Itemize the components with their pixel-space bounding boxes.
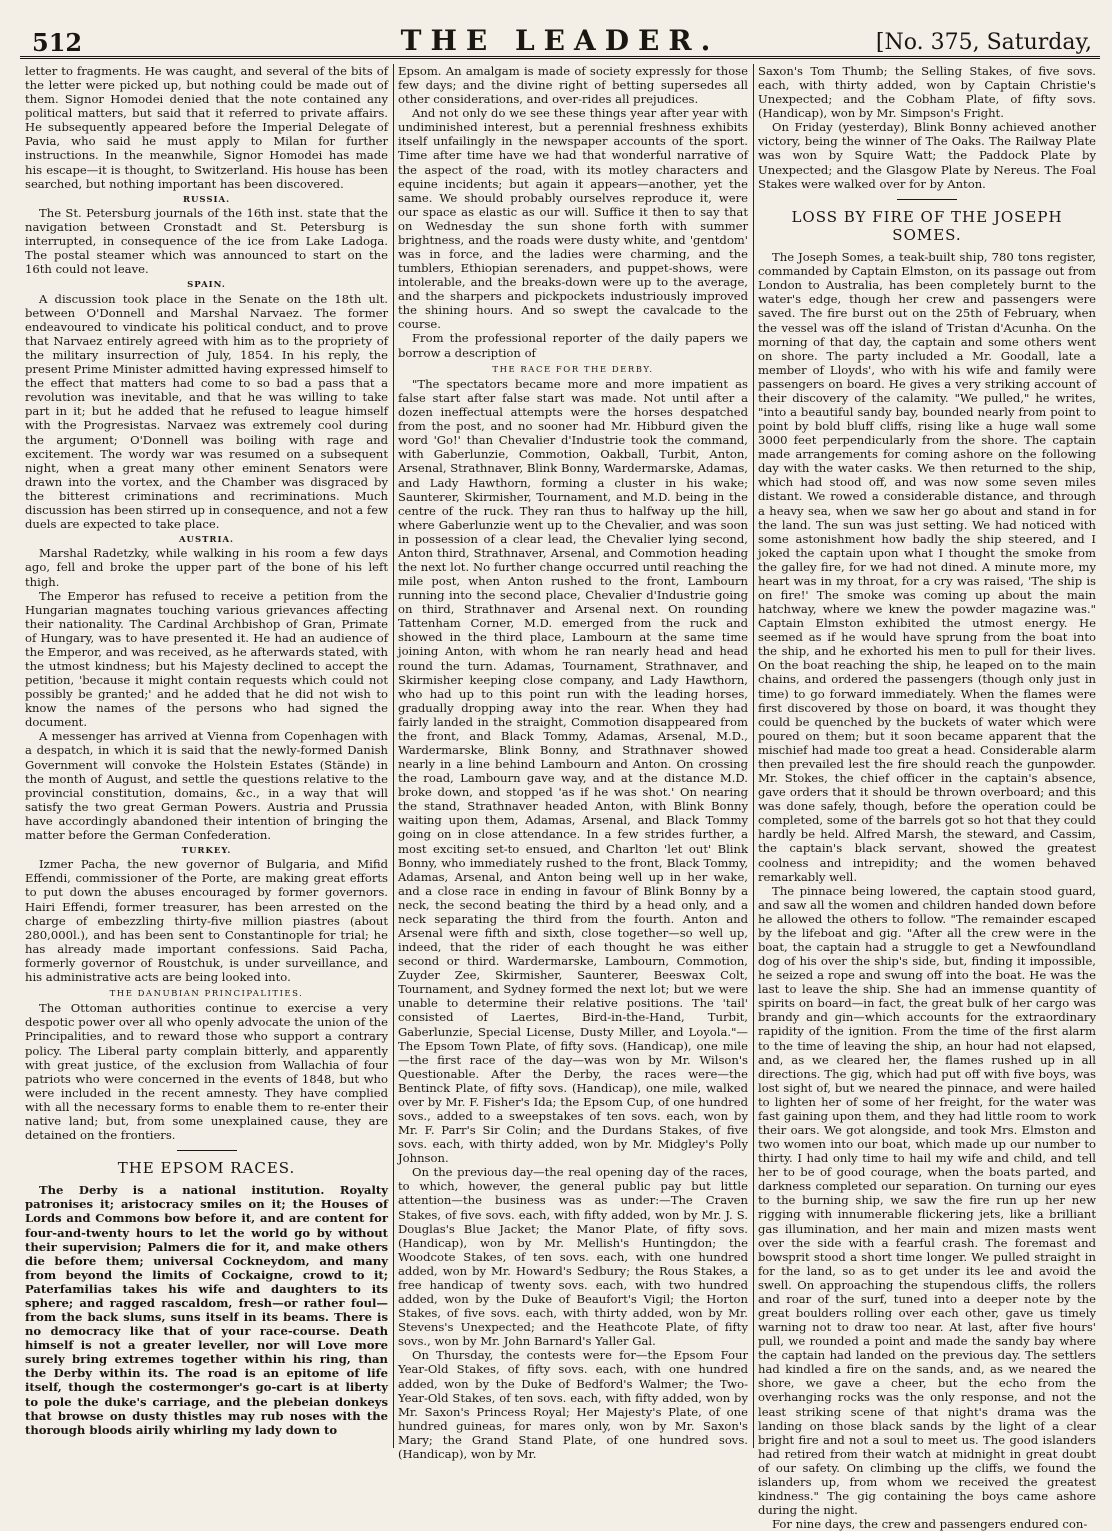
derby-race-paragraph: "The spectators became more and more impatient as false start after false start was made. Not until after a dozen ineffectual attempts were the horses despatched from the post, and no sooner had Mr. Hibburd given the word 'Go!' than Chevalier d'Industrie took the command, with Gaberlunzie, Commotion, Oakball, Turbit, Anton, Arsenal, Strathnaver, Blink Bonny, Wardermarske, Adamas, and Lady Hawthorn, forming a cluster in his wake; Saunterer, Skirmisher, Tournament, and M.D. being in the centre of the ruck. They ran thus to halfway up the hill, where Gaberlunzie went up to the Chevalier, and was soon in possession of a clear lead, the Chevalier lying second, Anton third, Strathnaver, Arsenal, and Commotion heading the next lot. No further change occurred until reaching the mile post, when Anton rushed to the front, Lambourn running into the second place, Chevalier d'Industrie going on third, Strathnaver and Arsenal next. On rounding Tattenham Corner, M.D. emerged from the ruck and showed in the third place, Lambourn at the same time joining Anton, with whom he ran nearly head and head round the turn. Adamas, Tournament, Strathnaver, and Skirmisher keeping close company, and Lady Hawthorn, who had up to this point run with the leading horses, gradually dropping away into the rear. When they had fairly landed in the straight, Commotion disappeared from the front, and Black Tommy, Adamas, Arsenal, M.D., Wardermarske, Blink Bonny, and Strathnaver showed nearly in a line behind Lambourn and Anton. On crossing the road, Lambourn gave way, and at the distance M.D. broke down, and stopped 'as if he was shot.' On nearing the stand, Strathnaver headed Anton, with Blink Bonny waiting upon them, Adamas, Arsenal, and Black Tommy going on in close attendance. In a few strides further, a most exciting set-to ensued, and Charlton 'let out' Blink Bonny, who immediately rushed to the front, Black Tommy, Adamas, Arsenal, and Anton being well up in her wake, and a close race in ending in favour of Blink Bonny by a neck, the second beating the third by a head only, and a neck separating the third from the fourth. Anton and Arsenal were fifth and sixth, close together—so well up, indeed, that the rider of each thought he was either second or third. Wardermarske, Lambourn, Commotion, Zuyder Zee, Skirmisher, Saunterer, Beeswax Colt, Tournament, and Sydney formed the next lot; but we were unable to determine their relative positions. The 'tail' consisted of Laertes, Bird-in-the-Hand, Turbit, Gaberlunzie, Special License, Dusty Miller, and Loyola."—The Epsom Town Plate, of fifty sovs. (Handicap), one mile—the first race of the day—was won by Mr. Wilson's Questionable. After the Derby, the races were—the Bentinck Plate, of fifty sovs. (Handicap), one mile, walked over by Mr. F. Fisher's Ida; the Epsom Cup, of one hundred sovs., added to a sweepstakes of ten sovs. each, won by Mr. F. Parr's Sir Colin; and the Durdans Stakes, of five sovs. each, with thirty added, won by Mr. Midgley's Polly Johnson. bbox=[398, 376, 748, 1166]
joseph-somes-paragraph: For nine days, the crew and passengers endured con- bbox=[772, 1517, 1088, 1531]
spain-paragraph: A discussion took place in the Senate on the 18th ult. between O'Donnell and Marshal Narvaez. The former endeavoured to vindicate his political conduct, and to prove that Narvaez entirely agreed with him as to the propriety of the military insurrection of July, 1854. In his reply, the present Prime Minister admitted having expressed himself to the effect that matters had come to so bad a pass that a revolution was inevitable, and that he was willing to take part in it; but he added that he refused to league himself with the Progresistas. Narvaez was extremely cool during the argument; O'Donnell was boiling with rage and excitement. The wordy war was resumed on a subsequent night, when a great many other eminent Senators were drawn into the vortex, and the Chamber was disgraced by the bitterest criminations and recriminations. Much discussion has been stirred up in consequence, and not a few duels are expected to take place. bbox=[25, 291, 388, 531]
joseph-somes-paragraph: The Joseph Somes, a teak-built ship, 780 tons register, commanded by Captain Elmston, on its passage out from London to Australia, has been completely burnt to the water's edge, though her crew and passengers were saved. The fire burst out on the 25th of February, when the vessel was off the island of Tristan d'Acunha. On the morning of that day, the captain and some others went on shore. The party included a Mr. Goodall, late a member of Lloyds', who with his wife and family were passengers on board. He gives a very striking account of their discovery of the calamity. "We pulled," he writes, "into a beautiful sandy bay, bounded nearly from point to point by bold bluff cliffs, rising like a huge wall some 3000 feet perpendicularly from the shore. The captain made arrangements for coming ashore on the following day with the water casks. We then returned to the ship, which had stood off, and was now some seven miles distant. We rowed a considerable distance, and through a heavy sea, when we saw her go about and stand in for the land. The sun was just setting. We had noticed with some astonishment how badly the ship steered, and I joked the captain upon what I thought the smoke from the galley fire, for we had not dined. A minute more, my heart was in my throat, for a cry was raised, 'The ship is on fire!' The smoke was coming up about the main hatchway, where we knew the powder magazine was." Captain Elmston exhibited the utmost energy. He seemed as if he would have sprung from the boat into the ship, and he exhorted his men to pull for their lives. On the boat reaching the ship, he leaped on to the main chains, and ordered the passengers (though only just in time) to go forward immediately. When the flames were first discovered by those on board, it was thought they could be quenched by the buckets of water which were poured on them; but it soon became apparent that the mischief had made too great a head. Considerable alarm then prevailed lest the fire should reach the gunpowder. Mr. Stokes, the chief officer in the captain's absence, gave orders that it should be thrown overboard; and this was done safely, though, before the operation could be completed, some of the barrels got so hot that they could hardly be held. Alfred Marsh, the steward, and Cassim, the captain's black servant, showed the greatest coolness and intrepidity; and the women behaved remarkably well. bbox=[758, 250, 1096, 884]
previous-day-paragraph: On the previous day—the real opening day of the races, to which, however, the general public pay but little attention—the business was as under:—The Craven Stakes, of five sovs. each, with fifty added, won by Mr. J. S. Douglas's Blue Jacket; the Manor Plate, of fifty sovs. (Handicap), won by Mr. Mellish's Huntingdon; the Woodcote Stakes, of ten sovs. each, with one hundred added, won by Mr. Howard's Sedbury; the Rous Stakes, a free handicap of twenty sovs. each, with two hundred added, won by the Duke of Beaufort's Vigil; the Horton Stakes, of five sovs. each, with thirty added, won by Mr. Stevens's Unexpected; and the Heathcote Plate, of fifty sovs., won by Mr. John Barnard's Yaller Gal. bbox=[398, 1165, 748, 1349]
masthead-title: THE LEADER. bbox=[400, 24, 720, 57]
article-title-joseph-somes: LOSS BY FIRE OF THE JOSEPH SOMES. bbox=[791, 207, 1063, 244]
italy-paragraph: letter to fragments. He was caught, and several of the bits of the letter were picked up, but nothing could be made out of them. Signor Homodei denied that the note contained any political matters, but said that it referred to private affairs. He subsequently appeared before the Imperial Delegate of Pavia, who said he must apply to Milan for further instructions. In the meanwhile, Signor Homodei has made his escape—it is thought, to Switzerland. His house has been searched, but nothing important has been discovered. bbox=[25, 64, 388, 191]
page-number: 512 bbox=[32, 28, 83, 57]
joseph-somes-paragraph: The pinnace being lowered, the captain stood guard, and saw all the women and children handed down before he allowed the others to follow. "The remainder escaped by the lifeboat and gig. "After all the crew were in the boat, the captain had a struggle to get a Newfoundland dog of his over the ship's side, but, finding it impossible, he seized a rope and swung off into the boat. He was the last to leave the ship. She had an immense quantity of spirits on board—in fact, the great bulk of her cargo was brandy and gin—which accounts for the extraordinary rapidity of the ignition. From the time of the first alarm to the time of leaving the ship, an hour had not elapsed, and, as we cleared her, the flames rushed up in all directions. The gig, which had put off with five boys, was lost sight of, but we neared the pinnace, and were hailed to lighten her of some of her freight, for the water was fast gaining upon them, and they had little room to work their oars. We got alongside, and took Mrs. Elmston and two women into our boat, which made up our number to thirty. I had only time to hail my wife and child, and tell her to be of good courage, when the boats parted, and darkness completed our separation. On turning our eyes to the burning ship, we saw the fire run up her new rigging with innumerable flickering jets, like a brilliant gas illumination, and her main and mizen masts went over the side with a fearful crash. The foremast and bowsprit stood a short time longer. We pulled straight in for the land, so as to get under its lee and avoid the swell. On approaching the stupendous cliffs, the rollers and roar of the surf, tuned into a deeper note by the great boulders rolling over each other, gave us timely warning not to draw too near. At last, after five hours' pull, we rounded a point and made the sandy bay where the captain had landed on the previous day. The settlers had kindled a fire on the sands, and, as we neared the shore, we gave a cheer, but the echo from the overhanging rocks was the only response, and not the least striking scene of that night's drama was the landing on those black sands by the light of a clear bright fire and not a soul to meet us. The good islanders had retired from their watch at midnight in great doubt of our safety. On climbing up the cliffs, we found the islanders up, from whom we received the greatest kindness." The gig containing the boys came ashore during the night. bbox=[758, 883, 1096, 1518]
austria-paragraph: Marshal Radetzky, while walking in his room a few days ago, fell and broke the upper part of the bone of his left thigh. bbox=[25, 546, 388, 589]
races-continued-paragraph: Saxon's Tom Thumb; the Selling Stakes, of five sovs. each, with thirty added, won by Captain Christie's Unexpected; and the Cobham Plate, of fifty sovs. (Handicap), won by Mr. Simpson's Fright. bbox=[758, 64, 1096, 121]
section-heading-turkey: TURKEY. bbox=[181, 846, 232, 856]
friday-paragraph: On Friday (yesterday), Blink Bonny achieved another victory, being the winner of The Oaks. The Railway Plate was won by Squire Watt; the Paddock Plate by Unexpected; and the Glasgow Plate by Nereus. The Foal Stakes were walked over for by Anton. bbox=[758, 120, 1096, 191]
danubian-paragraph: The Ottoman authorities continue to exercise a very despotic power over all who openly advocate the union of the Principalities, and to reward those who support a contrary policy. The Liberal party complain bitterly, and apparently with great justice, of the exclusion from Wallachia of four patriots who were concerned in the events of 1848, but who were included in the recent amnesty. They have complied with all the necessary forms to enable them to re-enter their native land; but, from some unexplained cause, they are detained on the frontiers. bbox=[25, 1001, 388, 1143]
section-heading-austria: AUSTRIA. bbox=[178, 535, 235, 546]
column-rule bbox=[753, 64, 754, 1448]
issue-label: [No. 375, Saturday, bbox=[875, 30, 1092, 55]
thursday-paragraph: On Thursday, the contests were for—the Epsom Four Year-Old Stakes, of fifty sovs. each, with one hundred added, won by the Duke of Bedford's Walmer; the Two-Year-Old Stakes, of ten sovs. each, with fifty added, won by Mr. Saxon's Princess Royal; Her Majesty's Plate, of one hundred guineas, for mares only, won by Mr. Saxon's Mary; the Grand Stand Plate, of one hundred sovs. (Handicap), won by Mr. bbox=[398, 1348, 748, 1461]
section-heading-spain: SPAIN. bbox=[187, 280, 226, 291]
epsom-paragraph: And not only do we see these things year after year with undiminished interest, but a perennial freshness exhibits itself unfailingly in the newspaper accounts of the sport. Time after time have we had that wonderful narrative of the aspect of the road, with its motley characters and equine incidents; but again it appears—another, yet the same. We should probably ourselves reproduce it, were our space as elastic as our will. Suffice it then to say that on Wednesday the sun shone forth with summer brightness, and the roads were dusty white, and 'gentdom' was in force, and the ladies were charming, and the tumblers, Ethiopian serenaders, and puppet-shows, were intolerable, and the breaks-down were up to the average, and the sharpers and pickpockets industriously improved the shining hours. And so swept the cavalcade to the course. bbox=[398, 106, 748, 332]
epsom-paragraph: From the professional reporter of the daily papers we borrow a description of bbox=[398, 331, 748, 360]
section-heading-russia: RUSSIA. bbox=[182, 194, 231, 205]
article-divider bbox=[897, 199, 957, 200]
austria-paragraph: A messenger has arrived at Vienna from Copenhagen with a despatch, in which it is said that the newly-formed Danish Government will convoke the Holstein Estates (Stände) in the month of August, and settle the questions relative to the provincial constitution, domains, &c., in a way that will satisfy the two great German Powers. Austria and Prussia have accordingly abandoned their intention of bringing the matter before the German Confederation. bbox=[25, 729, 388, 842]
article-title-epsom: THE EPSOM RACES. bbox=[117, 1159, 296, 1178]
column-1 bbox=[25, 64, 388, 1448]
turkey-paragraph: Izmer Pacha, the new governor of Bulgaria, and Mifid Effendi, commissioner of the Porte, are making great efforts to put down the abuses encouraged by former governors. Hairi Effendi, former treasurer, has been arrested on the charge of embezzling thirty-five million piastres (about 280,000l.), and has been sent to Constantinople for trial; he has already made important confessions. Said Pacha, formerly governor of Roustchuk, is under surveillance, and his administrative acts are being looked into. bbox=[25, 857, 388, 984]
page-header bbox=[20, 12, 1100, 59]
epsom-paragraph: Epsom. An amalgam is made of society expressly for those few days; and the divine right of betting supersedes all other considerations, and over-rides all prejudices. bbox=[398, 64, 748, 107]
section-heading-derby: THE RACE FOR THE DERBY. bbox=[492, 364, 654, 375]
column-2 bbox=[398, 64, 748, 1461]
russia-paragraph: The St. Petersburg journals of the 16th inst. state that the navigation between Cronstadt and St. Petersburg is interrupted, in consequence of the ice from Lake Ladoga. The postal steamer which was announced to start on the 16th could not leave. bbox=[25, 206, 388, 277]
epsom-paragraph: The Derby is a national institution. Royalty patronises it; aristocracy smiles on it; the Houses of Lords and Commons bow before it, and are content for four-and-twenty hours to let the world go by without their supervision; Palmers die for it, and make others die before them; universal Cockneydom, and many from beyond the limits of Cockaigne, crowd to it; Paterfamilias takes his wife and daughters to its sphere; and ragged rascaldom, fresh—or rather foul—from the back slums, suns itself in its beams. There is no democracy like that of your race-course. Death himself is not a greater leveller, nor will Love more surely bring extremes together within his ring, than the Derby within its. The road is an epitome of life itself, though the costermonger's go-cart is at liberty to pole the duke's carriage, and the plebeian donkeys that browse on dusty thistles may rub noses with the thorough bloods airily whirling my lady down to bbox=[25, 1183, 388, 1437]
austria-paragraph: The Emperor has refused to receive a petition from the Hungarian magnates touching various grievances affecting their nationality. The Cardinal Archbishop of Gran, Primate of Hungary, was to have presented it. He had an audience of the Emperor, and was received, as he afterwards stated, with the utmost kindness; but his Majesty declined to accept the petition, 'because it might contain requests which could not possibly be granted;' and he added that he did not wish to know the names of the persons who had signed the document. bbox=[25, 588, 388, 730]
article-divider bbox=[177, 1150, 237, 1151]
section-heading-danubian: THE DANUBIAN PRINCIPALITIES. bbox=[109, 989, 304, 1000]
column-3 bbox=[758, 64, 1096, 1531]
column-rule bbox=[393, 64, 394, 1448]
